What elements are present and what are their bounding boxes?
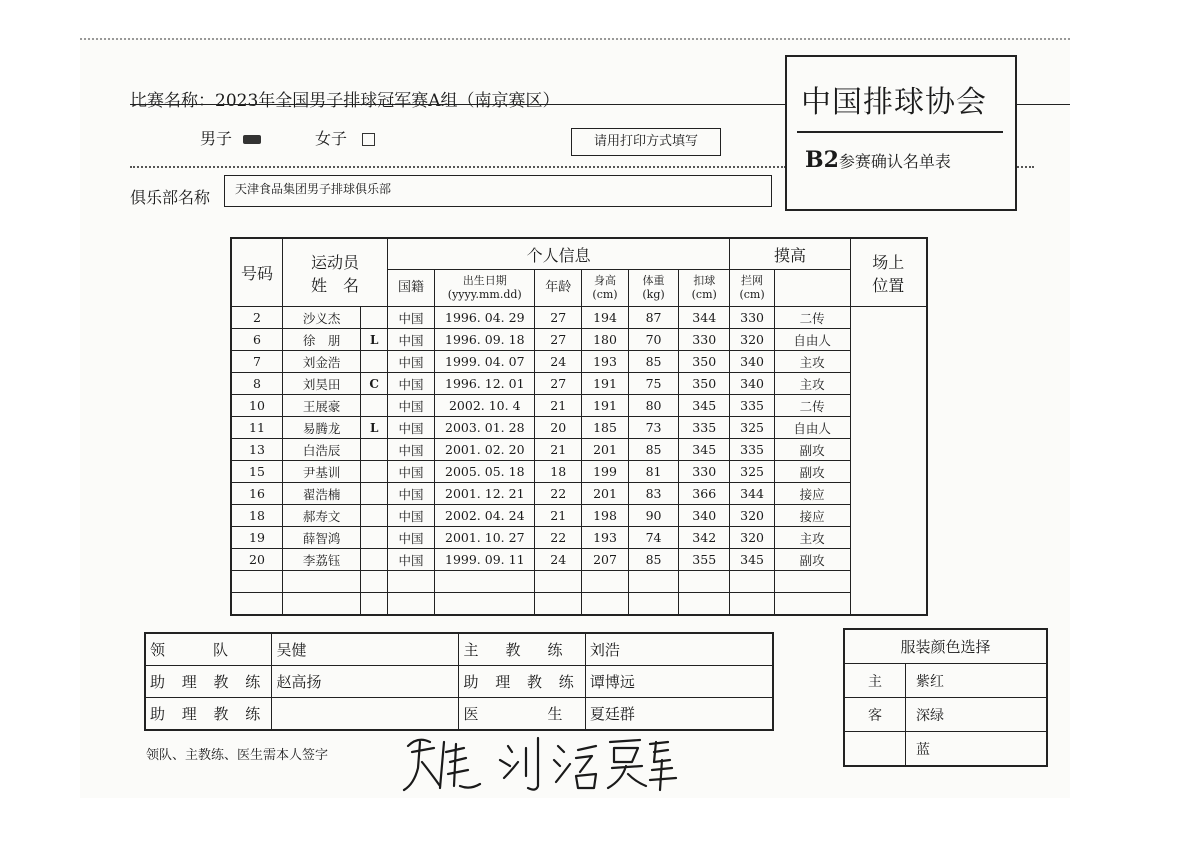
header-weight-line2: (kg) bbox=[642, 288, 665, 301]
doctor-value: 夏廷群 bbox=[585, 698, 773, 731]
assistant-coach-value-1: 赵高扬 bbox=[272, 666, 459, 698]
gender-male bbox=[200, 126, 261, 149]
association-name: 中国排球协会 bbox=[801, 85, 987, 120]
doctor-label: 医 生 bbox=[459, 698, 585, 731]
row-nationality: 中国 bbox=[387, 329, 434, 351]
row-nationality: 中国 bbox=[387, 351, 434, 373]
row-spike-reach: 345 bbox=[679, 395, 730, 417]
row-dob: 1996. 12. 01 bbox=[435, 373, 535, 395]
row-name: 刘昊田 bbox=[283, 373, 361, 395]
form-code: B2 bbox=[805, 147, 839, 173]
club-name-field: 天津食品集团男子排球俱乐部 bbox=[224, 175, 772, 207]
table-row bbox=[231, 483, 927, 505]
row-nationality: 中国 bbox=[387, 395, 434, 417]
row-age: 24 bbox=[535, 351, 582, 373]
table-row bbox=[231, 461, 927, 483]
header-position-line2: 位置 bbox=[872, 275, 905, 295]
row-mark bbox=[361, 351, 388, 373]
header-athlete-line1: 运动员 bbox=[310, 252, 359, 272]
empty-cell bbox=[582, 593, 629, 616]
uniform-away-value: 深绿 bbox=[906, 698, 1048, 732]
row-name: 王展豪 bbox=[283, 395, 361, 417]
table-row bbox=[231, 373, 927, 395]
row-height: 201 bbox=[582, 439, 629, 461]
header-spike-line1: 扣球 bbox=[693, 274, 716, 287]
assistant-coach-value-2: 谭博远 bbox=[585, 666, 773, 698]
row-dob: 1996. 04. 29 bbox=[435, 307, 535, 329]
row-block-reach: 340 bbox=[730, 351, 774, 373]
scan-edge bbox=[80, 38, 1070, 46]
team-leader-value: 吴健 bbox=[272, 633, 459, 666]
row-name: 沙义杰 bbox=[283, 307, 361, 329]
row-nationality: 中国 bbox=[387, 461, 434, 483]
dotted-separator-right bbox=[1014, 166, 1034, 168]
row-height: 180 bbox=[582, 329, 629, 351]
row-number: 15 bbox=[231, 461, 283, 483]
row-height: 199 bbox=[582, 461, 629, 483]
table-row bbox=[231, 439, 927, 461]
row-spike-reach: 355 bbox=[679, 549, 730, 571]
header-block-line2: (cm) bbox=[739, 288, 765, 301]
row-weight: 85 bbox=[629, 351, 679, 373]
row-age: 22 bbox=[535, 483, 582, 505]
row-position: 主攻 bbox=[774, 373, 850, 395]
row-weight: 75 bbox=[629, 373, 679, 395]
row-name: 李荔钰 bbox=[283, 549, 361, 571]
row-nationality: 中国 bbox=[387, 483, 434, 505]
signature-stroke bbox=[500, 738, 538, 790]
row-mark bbox=[361, 395, 388, 417]
row-weight: 83 bbox=[629, 483, 679, 505]
row-position: 接应 bbox=[774, 483, 850, 505]
row-dob: 1996. 09. 18 bbox=[435, 329, 535, 351]
row-number: 6 bbox=[231, 329, 283, 351]
row-age: 27 bbox=[535, 307, 582, 329]
empty-cell bbox=[679, 593, 730, 616]
row-number: 19 bbox=[231, 527, 283, 549]
row-weight: 74 bbox=[629, 527, 679, 549]
header-athlete bbox=[283, 238, 388, 307]
row-nationality: 中国 bbox=[387, 527, 434, 549]
row-block-reach: 325 bbox=[730, 417, 774, 439]
row-name: 薛智鸿 bbox=[283, 527, 361, 549]
row-dob: 2001. 12. 21 bbox=[435, 483, 535, 505]
male-checkbox-checked bbox=[243, 135, 261, 144]
female-checkbox bbox=[362, 133, 375, 146]
row-mark: L bbox=[361, 329, 388, 351]
row-mark bbox=[361, 527, 388, 549]
row-block-reach: 335 bbox=[730, 395, 774, 417]
row-number: 10 bbox=[231, 395, 283, 417]
row-height: 193 bbox=[582, 527, 629, 549]
row-nationality: 中国 bbox=[387, 549, 434, 571]
row-block-reach: 320 bbox=[730, 505, 774, 527]
header-weight-line1: 体重 bbox=[642, 274, 665, 287]
row-block-reach: 330 bbox=[730, 307, 774, 329]
form-title bbox=[805, 147, 951, 173]
table-row bbox=[231, 505, 927, 527]
row-height: 193 bbox=[582, 351, 629, 373]
header-dob bbox=[435, 270, 535, 307]
header-nationality: 国籍 bbox=[387, 270, 434, 307]
row-dob: 2001. 10. 27 bbox=[435, 527, 535, 549]
row-dob: 1999. 09. 11 bbox=[435, 549, 535, 571]
row-block-reach: 320 bbox=[730, 527, 774, 549]
competition-value: 2023年全国男子排球冠军赛A组（南京赛区） bbox=[215, 91, 560, 111]
empty-cell bbox=[231, 571, 283, 593]
row-age: 21 bbox=[535, 505, 582, 527]
row-name: 郝寿文 bbox=[283, 505, 361, 527]
uniform-home-label: 主 bbox=[844, 664, 906, 698]
uniform-color-table bbox=[843, 628, 1048, 767]
row-nationality: 中国 bbox=[387, 439, 434, 461]
team-leader-label: 领 队 bbox=[145, 633, 272, 666]
row-name: 翟浩楠 bbox=[283, 483, 361, 505]
header-personal-info: 个人信息 bbox=[387, 238, 729, 270]
row-mark bbox=[361, 307, 388, 329]
empty-cell bbox=[283, 593, 361, 616]
row-position: 副攻 bbox=[774, 439, 850, 461]
table-row bbox=[231, 307, 927, 329]
header-position bbox=[850, 238, 927, 307]
row-block-reach: 325 bbox=[730, 461, 774, 483]
row-name: 徐 朋 bbox=[283, 329, 361, 351]
row-name: 白浩辰 bbox=[283, 439, 361, 461]
assistant-coach-label-3: 助 理 教 练 bbox=[145, 698, 272, 731]
staff-table bbox=[144, 632, 774, 731]
dotted-separator bbox=[130, 166, 786, 168]
empty-cell bbox=[361, 593, 388, 616]
competition-label: 比赛名称： bbox=[130, 91, 215, 111]
empty-cell bbox=[231, 593, 283, 616]
row-spike-reach: 366 bbox=[679, 483, 730, 505]
table-row bbox=[231, 527, 927, 549]
row-spike-reach: 350 bbox=[679, 373, 730, 395]
competition-underline bbox=[130, 104, 785, 105]
header-dob-line1: 出生日期 bbox=[462, 274, 507, 287]
row-weight: 70 bbox=[629, 329, 679, 351]
row-age: 27 bbox=[535, 329, 582, 351]
header-athlete-line2: 姓 名 bbox=[310, 275, 359, 295]
signature-stroke bbox=[650, 742, 676, 790]
row-spike-reach: 344 bbox=[679, 307, 730, 329]
row-spike-reach: 345 bbox=[679, 439, 730, 461]
header-age: 年龄 bbox=[535, 270, 582, 307]
table-row bbox=[231, 417, 927, 439]
row-name: 尹基训 bbox=[283, 461, 361, 483]
row-spike-reach: 335 bbox=[679, 417, 730, 439]
signature-stroke bbox=[440, 742, 480, 788]
empty-cell bbox=[582, 571, 629, 593]
print-instruction: 请用打印方式填写 bbox=[571, 128, 721, 156]
header-weight bbox=[629, 270, 679, 307]
row-height: 198 bbox=[582, 505, 629, 527]
row-age: 27 bbox=[535, 373, 582, 395]
row-dob: 2001. 02. 20 bbox=[435, 439, 535, 461]
row-block-reach: 340 bbox=[730, 373, 774, 395]
row-weight: 81 bbox=[629, 461, 679, 483]
row-number: 20 bbox=[231, 549, 283, 571]
row-number: 11 bbox=[231, 417, 283, 439]
empty-cell bbox=[535, 571, 582, 593]
row-dob: 1999. 04. 07 bbox=[435, 351, 535, 373]
row-spike-reach: 330 bbox=[679, 329, 730, 351]
header-block bbox=[730, 270, 774, 307]
row-position: 副攻 bbox=[774, 549, 850, 571]
row-age: 20 bbox=[535, 417, 582, 439]
table-row bbox=[231, 329, 927, 351]
empty-cell bbox=[283, 571, 361, 593]
row-age: 18 bbox=[535, 461, 582, 483]
header-reach: 摸高 bbox=[730, 238, 850, 270]
row-weight: 85 bbox=[629, 439, 679, 461]
row-position: 自由人 bbox=[774, 329, 850, 351]
row-number: 8 bbox=[231, 373, 283, 395]
row-height: 191 bbox=[582, 373, 629, 395]
row-mark: L bbox=[361, 417, 388, 439]
empty-cell bbox=[730, 571, 774, 593]
row-mark bbox=[361, 483, 388, 505]
row-spike-reach: 342 bbox=[679, 527, 730, 549]
empty-cell bbox=[629, 593, 679, 616]
row-age: 22 bbox=[535, 527, 582, 549]
row-position: 副攻 bbox=[774, 461, 850, 483]
header-height-line1: 身高 bbox=[594, 274, 617, 287]
row-nationality: 中国 bbox=[387, 417, 434, 439]
uniform-third-label bbox=[844, 732, 906, 767]
row-position: 主攻 bbox=[774, 351, 850, 373]
row-spike-reach: 330 bbox=[679, 461, 730, 483]
male-label: 男子 bbox=[200, 129, 233, 148]
row-spike-reach: 340 bbox=[679, 505, 730, 527]
row-age: 21 bbox=[535, 395, 582, 417]
competition-title bbox=[130, 86, 560, 111]
row-name: 刘金浩 bbox=[283, 351, 361, 373]
empty-cell bbox=[629, 571, 679, 593]
header-position-line1: 场上 bbox=[872, 252, 905, 272]
header-dob-line2: (yyyy.mm.dd) bbox=[447, 288, 522, 301]
handwritten-signatures bbox=[400, 728, 700, 798]
roster-body bbox=[231, 307, 927, 616]
row-spike-reach: 350 bbox=[679, 351, 730, 373]
header-number: 号码 bbox=[231, 238, 283, 307]
row-number: 13 bbox=[231, 439, 283, 461]
uniform-away-label: 客 bbox=[844, 698, 906, 732]
empty-cell bbox=[387, 571, 434, 593]
assistant-coach-label-2: 助 理 教 练 bbox=[459, 666, 585, 698]
uniform-title: 服装颜色选择 bbox=[844, 629, 1047, 664]
row-nationality: 中国 bbox=[387, 505, 434, 527]
row-height: 185 bbox=[582, 417, 629, 439]
row-height: 194 bbox=[582, 307, 629, 329]
empty-cell bbox=[730, 593, 774, 616]
empty-cell bbox=[774, 593, 850, 616]
row-dob: 2002. 04. 24 bbox=[435, 505, 535, 527]
row-position: 主攻 bbox=[774, 527, 850, 549]
female-label: 女子 bbox=[315, 129, 348, 148]
empty-cell bbox=[679, 571, 730, 593]
association-divider bbox=[797, 131, 1003, 133]
row-position: 二传 bbox=[774, 307, 850, 329]
empty-cell bbox=[774, 571, 850, 593]
empty-cell bbox=[435, 571, 535, 593]
row-mark bbox=[361, 549, 388, 571]
signature-note: 领队、主教练、医生需本人签字 bbox=[146, 748, 329, 763]
signature-stroke bbox=[404, 740, 440, 790]
empty-cell bbox=[435, 593, 535, 616]
signature-stroke bbox=[608, 740, 646, 788]
row-height: 201 bbox=[582, 483, 629, 505]
header-height bbox=[582, 270, 629, 307]
row-number: 18 bbox=[231, 505, 283, 527]
competition-underline-right bbox=[1014, 104, 1070, 105]
empty-cell bbox=[361, 571, 388, 593]
row-nationality: 中国 bbox=[387, 307, 434, 329]
row-number: 7 bbox=[231, 351, 283, 373]
row-weight: 80 bbox=[629, 395, 679, 417]
row-position: 自由人 bbox=[774, 417, 850, 439]
header-spike-line2: (cm) bbox=[691, 288, 717, 301]
signature-stroke bbox=[554, 746, 596, 788]
row-block-reach: 335 bbox=[730, 439, 774, 461]
roster-table bbox=[230, 237, 928, 616]
empty-row bbox=[231, 593, 927, 616]
empty-row bbox=[231, 571, 927, 593]
table-row bbox=[231, 549, 927, 571]
row-weight: 85 bbox=[629, 549, 679, 571]
row-number: 2 bbox=[231, 307, 283, 329]
row-dob: 2002. 10. 4 bbox=[435, 395, 535, 417]
row-height: 191 bbox=[582, 395, 629, 417]
row-block-reach: 344 bbox=[730, 483, 774, 505]
row-block-reach: 345 bbox=[730, 549, 774, 571]
row-mark: C bbox=[361, 373, 388, 395]
row-weight: 87 bbox=[629, 307, 679, 329]
assistant-coach-label-1: 助 理 教 练 bbox=[145, 666, 272, 698]
association-header-box bbox=[785, 55, 1017, 211]
empty-cell bbox=[535, 593, 582, 616]
gender-female bbox=[315, 126, 375, 149]
uniform-third-value: 蓝 bbox=[906, 732, 1048, 767]
header-spike bbox=[679, 270, 730, 307]
row-height: 207 bbox=[582, 549, 629, 571]
row-number: 16 bbox=[231, 483, 283, 505]
row-mark bbox=[361, 505, 388, 527]
row-nationality: 中国 bbox=[387, 373, 434, 395]
header-block-line1: 拦网 bbox=[741, 274, 764, 287]
uniform-home-value: 紫红 bbox=[906, 664, 1048, 698]
row-mark bbox=[361, 439, 388, 461]
assistant-coach-value-3 bbox=[272, 698, 459, 731]
table-row bbox=[231, 351, 927, 373]
form-title-text: 参赛确认名单表 bbox=[838, 152, 951, 171]
row-name: 易腾龙 bbox=[283, 417, 361, 439]
header-height-line2: (cm) bbox=[592, 288, 618, 301]
row-position: 二传 bbox=[774, 395, 850, 417]
row-block-reach: 320 bbox=[730, 329, 774, 351]
row-dob: 2003. 01. 28 bbox=[435, 417, 535, 439]
head-coach-value: 刘浩 bbox=[585, 633, 773, 666]
club-label: 俱乐部名称 bbox=[130, 188, 211, 207]
row-weight: 90 bbox=[629, 505, 679, 527]
row-dob: 2005. 05. 18 bbox=[435, 461, 535, 483]
row-position: 接应 bbox=[774, 505, 850, 527]
row-age: 21 bbox=[535, 439, 582, 461]
table-row bbox=[231, 395, 927, 417]
head-coach-label: 主 教 练 bbox=[459, 633, 585, 666]
row-age: 24 bbox=[535, 549, 582, 571]
empty-cell bbox=[387, 593, 434, 616]
row-mark bbox=[361, 461, 388, 483]
row-weight: 73 bbox=[629, 417, 679, 439]
